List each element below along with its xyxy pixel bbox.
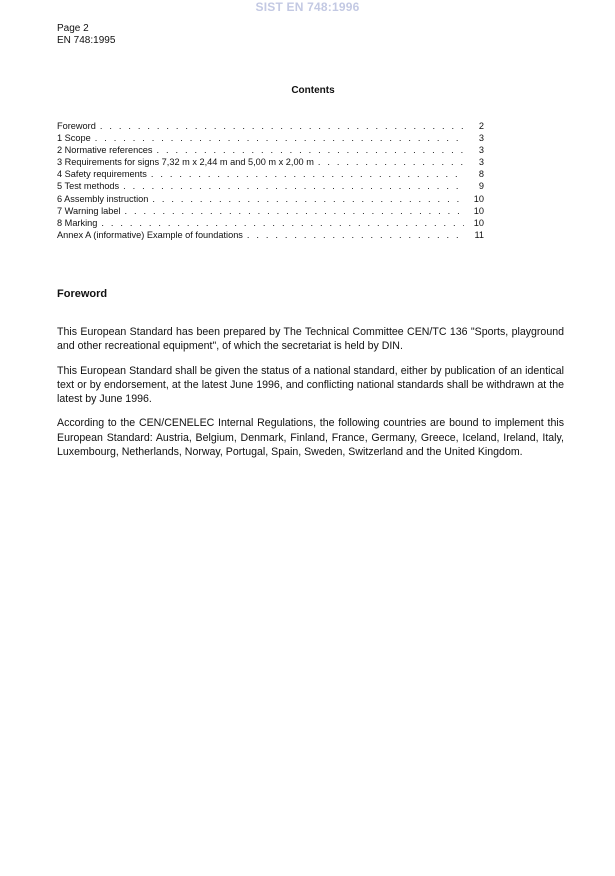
foreword-paragraph: This European Standard shall be given the status of a national standard, either by publication of an identical text or by endorsement, at the latest June 1996, and conflicting national standards shall be withdrawn at the latest by June 1996. <box>57 364 564 406</box>
toc-entry-label: 3 Requirements for signs 7,32 m x 2,44 m and 5,00 m x 2,00 m <box>57 157 314 168</box>
toc-entry <box>57 205 484 217</box>
toc-leader-dots <box>95 132 464 144</box>
page-number: Page 2 <box>57 23 89 34</box>
toc-leader-dots <box>100 120 464 132</box>
toc-leader-dots <box>318 156 464 168</box>
toc-entry <box>57 144 484 156</box>
toc-entry-label: 1 Scope <box>57 133 91 144</box>
toc-entry-label: Annex A (informative) Example of foundations <box>57 229 243 240</box>
toc-entry <box>57 229 484 241</box>
toc-leader-dots <box>125 205 465 217</box>
toc-leader-dots <box>152 193 464 205</box>
table-of-contents <box>57 120 484 241</box>
standard-id: EN 748:1995 <box>57 35 116 46</box>
toc-leader-dots <box>151 168 464 180</box>
toc-entry-page: 8 <box>478 169 484 180</box>
toc-leader-dots <box>157 144 465 156</box>
toc-entry-page: 3 <box>478 145 484 156</box>
toc-entry-page: 10 <box>473 205 484 216</box>
toc-entry-label: 5 Test methods <box>57 181 120 192</box>
watermark: SIST EN 748:1996 <box>255 0 360 14</box>
toc-entry-page: 11 <box>474 229 484 240</box>
toc-entry-label: 7 Warning label <box>57 205 121 216</box>
toc-entry <box>57 120 484 132</box>
toc-entry <box>57 132 484 144</box>
toc-entry-page: 2 <box>478 121 484 131</box>
toc-entry <box>57 168 484 180</box>
toc-entry-page: 3 <box>478 157 484 168</box>
foreword-paragraph: According to the CEN/CENELEC Internal Regulations, the following countries are bound to implement this European Standard: Austria, Belgium, Denmark, Finland, France, Germany, Greece, Iceland, Ireland, Italy, Luxembourg, Netherlands, Norway, Portugal, Spain, Sweden, Switzerland and the United Kingdom. <box>57 417 564 459</box>
toc-entry-label: Foreword <box>57 121 96 131</box>
toc-entry <box>57 217 484 229</box>
foreword-body <box>57 325 564 469</box>
foreword-heading: Foreword <box>57 288 108 300</box>
contents-title: Contents <box>291 85 335 96</box>
toc-entry <box>57 180 484 192</box>
toc-entry-page: 10 <box>473 217 484 228</box>
toc-leader-dots <box>247 229 464 241</box>
toc-entry-label: 4 Safety requirements <box>57 169 147 180</box>
foreword-paragraph: This European Standard has been prepared by The Technical Committee CEN/TC 136 "Sports, playground and other recreational equipment", of which the secretariat is held by DIN. <box>57 326 564 353</box>
toc-entry <box>57 193 484 205</box>
toc-entry-page: 10 <box>473 193 484 204</box>
toc-leader-dots <box>101 217 464 229</box>
toc-entry-page: 9 <box>478 181 484 192</box>
page-header <box>57 23 115 47</box>
toc-entry-label: 2 Normative references <box>57 145 153 156</box>
toc-entry-label: 8 Marking <box>57 217 98 228</box>
toc-entry-page: 3 <box>478 133 484 144</box>
toc-entry-label: 6 Assembly instruction <box>57 193 149 204</box>
toc-entry <box>57 156 484 168</box>
toc-leader-dots <box>123 180 464 192</box>
